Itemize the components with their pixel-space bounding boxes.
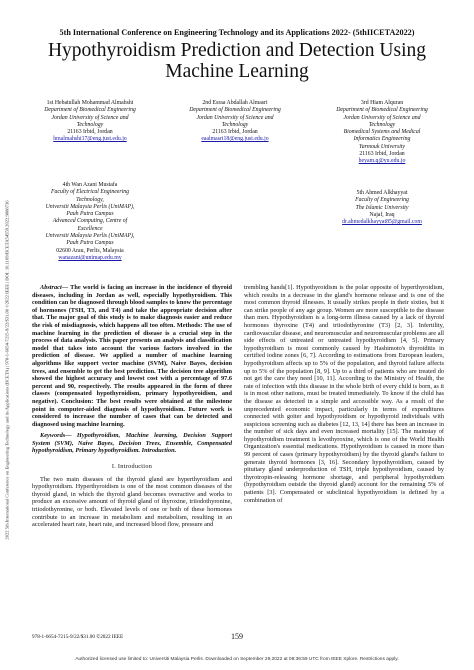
abstract-label: Abstract— bbox=[40, 284, 68, 291]
author-name: 2nd Esraa Abdallah Almasri bbox=[202, 100, 268, 106]
author-city: 02600 Arau, Perlis, Malaysia bbox=[56, 247, 124, 254]
author-affiliation: Universiti Malaysia Perlis (UniMAP), bbox=[45, 233, 135, 240]
author-affiliation: Informatics Engineering bbox=[353, 136, 411, 143]
author-affiliation: Advanced Computing, Centre of bbox=[52, 218, 128, 225]
author-city: 21163 Irbid, Jordan bbox=[212, 129, 258, 136]
author-affiliation: Department of Biomedical Engineering bbox=[189, 107, 281, 114]
author-affiliation: Department of Biomedical Engineering bbox=[336, 107, 428, 114]
side-doi-strip bbox=[2, 90, 12, 650]
side-doi-text: 2022 5th International Conference on Engineering Technology and its Applications (IICETA) | 978-1-6654-7215-9/22/$31.00 ©2022 IEEE | DOI: 10.1109/IICETA54559.2022.9888736 bbox=[4, 200, 10, 540]
author-city: 21163 Irbid, Jordan bbox=[359, 151, 405, 158]
author-affiliation: Yarmouk University bbox=[359, 143, 405, 150]
keywords bbox=[32, 432, 232, 455]
intro-paragraph: The two main diseases of the thyroid gland are hyperthyroidism and hypothyroidism. Hyperthyroidism is one of the most common diseases of the thyroid gland, in which the thyroid gland becomes overactive and works to produce an excessive amount of thyroid gland of thyroxine, triiodothyronine, triiodothyronine, or both. Elevated levels of one or both of these hormones contribute to an increase in metabolism and metabolism, resulting in an accelerated heart rate, heart rate, and increased blood flow, pressure and bbox=[32, 475, 232, 529]
author-affiliation: Pauh Putra Campus bbox=[66, 240, 114, 247]
page-number: 159 bbox=[231, 632, 243, 641]
author-affiliation: The Islamic University bbox=[355, 204, 409, 211]
author-affiliation: Technology bbox=[221, 121, 249, 128]
license-notice: Authorized licensed use limited to: Universiti Malaysia Perlis. Downloaded on September 29,2022 at 08:36:59 UTC from IEEE Xplore. Restrictions apply. bbox=[75, 657, 399, 662]
author-affiliation: Biomedical Systems and Medical bbox=[343, 129, 421, 136]
conference-header: 5th International Conference on Engineering Technology and its Applications 2022- (5thIICETA2022) bbox=[59, 28, 415, 37]
author-city: Najaf, Iraq bbox=[369, 211, 395, 218]
author-name: 3rd Hiam Alquran bbox=[360, 100, 404, 106]
author-name: 1st Hebatullah Mohammad Almahshi bbox=[46, 100, 134, 106]
right-column bbox=[244, 284, 444, 504]
author-block-4 bbox=[20, 182, 160, 262]
author-affiliation: Pauh Putra Campus bbox=[66, 211, 114, 218]
author-block-3 bbox=[312, 100, 452, 166]
section-heading: I. Introduction bbox=[111, 463, 153, 471]
author-affiliation: Universiti Malaysia Perlis (UniMAP), bbox=[45, 203, 135, 210]
intro-paragraph-continued: trembling hands[1]. Hypothyroidism is the polar opposite of hyperthyroidism, which results in a decrease in the gland's hormone release and is one of the most common thyroid illnesses. It usually strikes people in their sixties, but it can strike people of any age group. Women are more susceptible to the disease than men. Hypothyroidism is a long-term illness caused by a lack of thyroid hormones thyroxine (T4) and triiodothyronine (T3) [2, 3]. Infertility, cardiovascular disease, and neuromuscular and neuromuscular problems are all side effects of untreated or untreated hypothyroidism [4, 5]. Primary hypothyroidism is most commonly caused by Hashimoto's thyroiditis in certified iodine zones [6, 7]. According to estimations from European leaders, hypothyroidism affects up to 5% of the population, and thyroid failure affects up to 5% of the population [8, 9]. Up to a third of patients who are treated do not get the care they need [10, 11]. According to the Ministry of Health, the rate of infection with this disease in the whole birth of every child is born, as it is in most other nations, must be treated immediately. To know if the child has the disease as detected in a simple and accessible way. As a result of the unprecedented economic impact, particularly in terms of expenditures connected with goiter and hypothyroidism or hypothyroid individuals with suspicious screening such as diabetes [12, 13, 14] there has been an increase in the number of sick days and even increased mortality [15]. The mainstay of hypothyroidism treatment is levothyroxine, which is one of the World Health Organization's essential medications. Hypothyroidism is caused in more than 99 percent of cases (primary hypothyroidism) by the thyroid gland's failure to generate thyroid hormones [3, 16]. Secondary hypothyroidism, caused by pituitary gland underproduction of TSH, triple hypothyroidism, caused by thyrotropin-releasing hormone shortage, and peripheral hypothyroidism (hypothyroidism outside the thyroid gland) account for the remaining 5% of patients [3]. Compensated or subclinical hypothyroidism is defined by a combination of bbox=[244, 284, 444, 504]
author-email-link[interactable]: heyam.q@yu.edu.jo bbox=[358, 158, 406, 165]
author-email-link[interactable]: dr.ahmedalkhayyat85@gmail.com bbox=[342, 219, 422, 226]
abstract-text: The world is facing an increase in the incidence of thyroid diseases, including in Jordan as well, especially hypothyroidism. This condition can be diagnosed through blood samples to know the percentage of hormones (TSH, T3, and T4) and take the appropriate decision after that. The major goal of this study is to make diagnosis easier and reduce the risk of misdiagnosis, which happens all too often. Methods: The use of machine learning in the prediction of disease is a crucial step in the process of data analysis. This paper presents an analysis and classification model that takes into account the various factors involved in the prediction of disease. We applied a number of machine learning algorithms like support vector machine (SVM), Naive Bayes, decision trees, and ensemble to get the best prediction. The decision tree algorithm showed the highest accuracy and lowest cost with a percentage of 97.6 percent and 90, respectively. The results appeared in the form of three classes (compensated hypothyroidism, primary hypothyroidism, and negative). Conclusion: The best results were obtained at the milestone point in computer-aided diagnosis of hypothyroidism. Future work is considered to increase the number of cases that can be detected and diagnosed using machine learning. bbox=[32, 284, 232, 428]
author-block-5 bbox=[312, 190, 452, 226]
author-affiliation: Faculty of Engineering bbox=[355, 197, 409, 204]
author-affiliation: Technology bbox=[368, 121, 396, 128]
author-affiliation: Technology bbox=[76, 121, 104, 128]
author-name: 5th Ahmed Alkhayyat bbox=[356, 190, 408, 196]
author-affiliation: Jordan University of Science and bbox=[51, 114, 129, 121]
author-affiliation: Faculty of Electrical Engineering bbox=[50, 189, 130, 196]
author-affiliation: Jordan University of Science and bbox=[196, 114, 274, 121]
author-block-2 bbox=[165, 100, 305, 144]
footer-isbn: 978-1-6654-7215-9/22/$31.00 ©2022 IEEE bbox=[32, 634, 124, 640]
keywords-label: Keywords— bbox=[40, 432, 72, 440]
author-email-link[interactable]: eaalmasri18@eng.just.edu.jo bbox=[201, 136, 269, 143]
author-affiliation: Excellence bbox=[77, 225, 103, 232]
author-email-link[interactable]: hmalmahshi17@eng.just.edu.jo bbox=[53, 136, 127, 143]
author-city: 21163 Irbid, Jordan bbox=[67, 129, 113, 136]
author-email-link[interactable]: wanazani@unimap.edu.my bbox=[58, 254, 122, 261]
author-affiliation: Jordan University of Science and bbox=[343, 114, 421, 121]
abstract bbox=[32, 284, 232, 428]
author-block-1 bbox=[20, 100, 160, 144]
title-line-2: Machine Learning bbox=[165, 61, 309, 82]
author-affiliation: Technology, bbox=[76, 196, 104, 203]
author-affiliation: Department of Biomedical Engineering bbox=[44, 107, 136, 114]
left-column bbox=[32, 284, 232, 529]
keywords-text: Hypothyroidism, Machine learning, Decision Support System (SVM), Naive Bayes, Decision Trees, Ensemble, Compensated hypothyroidism, Primary hypothyroidism. Introduction. bbox=[32, 432, 232, 455]
paper-title bbox=[20, 40, 454, 82]
author-name: 4th Wan Azani Mustafa bbox=[62, 182, 118, 188]
title-line-1: Hypothyroidism Prediction and Detection Using bbox=[47, 40, 427, 61]
